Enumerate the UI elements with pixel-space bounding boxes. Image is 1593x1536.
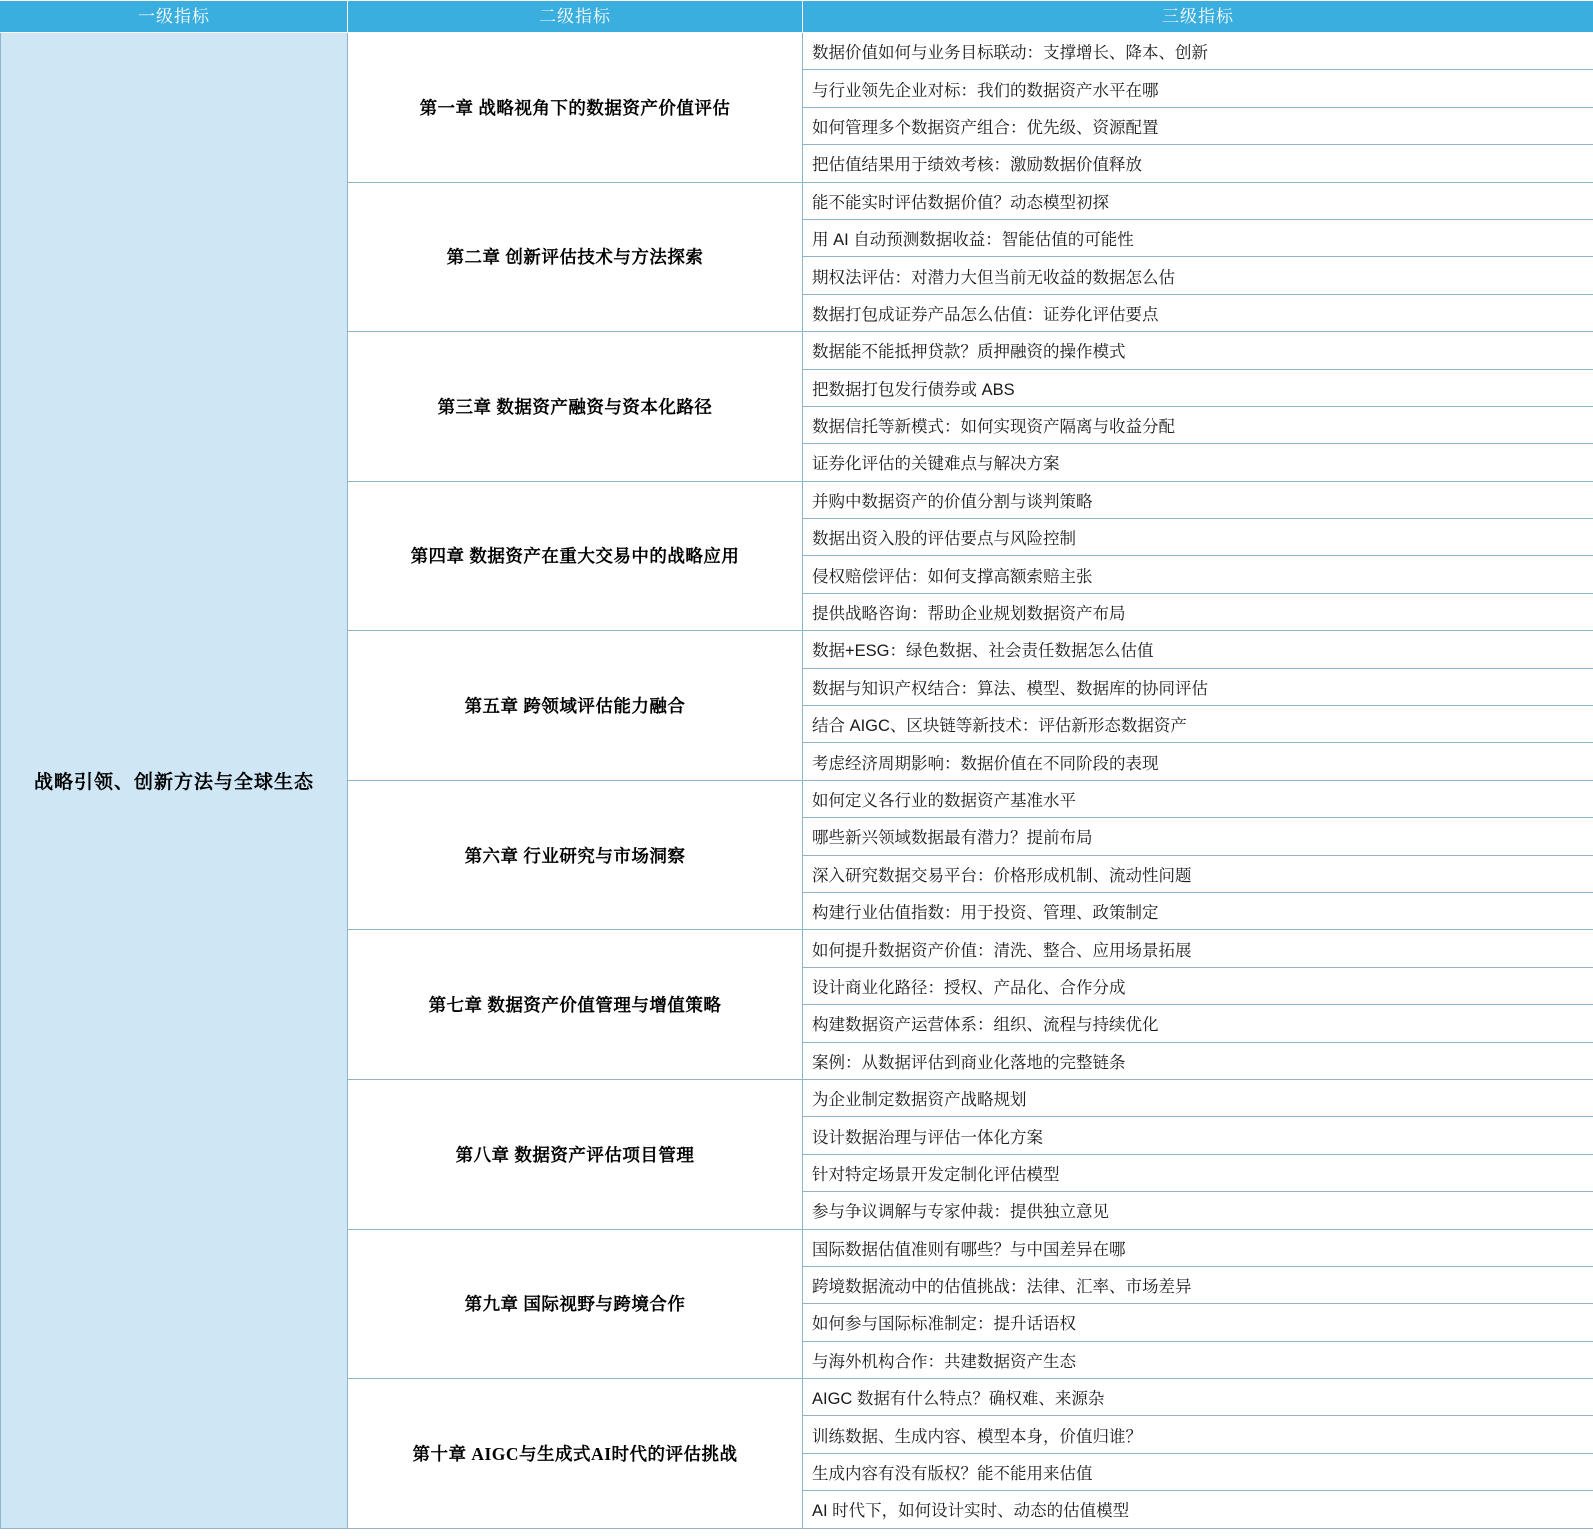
level2-cell: 第七章 数据资产价值管理与增值策略: [348, 930, 803, 1080]
level3-cell: 哪些新兴领域数据最有潜力？提前布局: [803, 818, 1593, 855]
level3-cell: 与海外机构合作：共建数据资产生态: [803, 1341, 1593, 1378]
level3-cell: 设计商业化路径：授权、产品化、合作分成: [803, 967, 1593, 1004]
table-row: [1, 33, 1593, 70]
level3-cell: 数据信托等新模式：如何实现资产隔离与收益分配: [803, 406, 1593, 443]
level3-cell: 数据价值如何与业务目标联动：支撑增长、降本、创新: [803, 33, 1593, 70]
level3-cell: AIGC 数据有什么特点？确权难、来源杂: [803, 1379, 1593, 1416]
header-level3: 三级指标: [803, 1, 1593, 33]
level2-cell: 第六章 行业研究与市场洞察: [348, 780, 803, 930]
level3-cell: 为企业制定数据资产战略规划: [803, 1079, 1593, 1116]
header-row: [1, 1, 1593, 33]
level3-cell: 如何定义各行业的数据资产基准水平: [803, 780, 1593, 817]
level3-cell: 如何参与国际标准制定：提升话语权: [803, 1304, 1593, 1341]
level3-cell: 数据出资入股的评估要点与风险控制: [803, 519, 1593, 556]
level2-cell: 第八章 数据资产评估项目管理: [348, 1079, 803, 1229]
level3-cell: 如何提升数据资产价值：清洗、整合、应用场景拓展: [803, 930, 1593, 967]
level3-cell: 训练数据、生成内容、模型本身，价值归谁？: [803, 1416, 1593, 1453]
level2-cell: 第五章 跨领域评估能力融合: [348, 631, 803, 781]
level3-cell: 提供战略咨询：帮助企业规划数据资产布局: [803, 593, 1593, 630]
level3-cell: 数据+ESG：绿色数据、社会责任数据怎么估值: [803, 631, 1593, 668]
level3-cell: 构建数据资产运营体系：组织、流程与持续优化: [803, 1005, 1593, 1042]
level3-cell: 期权法评估：对潜力大但当前无收益的数据怎么估: [803, 257, 1593, 294]
level3-cell: 并购中数据资产的价值分割与谈判策略: [803, 481, 1593, 518]
level2-cell: 第三章 数据资产融资与资本化路径: [348, 332, 803, 482]
level3-cell: 数据能不能抵押贷款？质押融资的操作模式: [803, 332, 1593, 369]
level3-cell: AI 时代下，如何设计实时、动态的估值模型: [803, 1491, 1593, 1528]
level3-cell: 把估值结果用于绩效考核：激励数据价值释放: [803, 145, 1593, 182]
level3-cell: 案例：从数据评估到商业化落地的完整链条: [803, 1042, 1593, 1079]
level3-cell: 跨境数据流动中的估值挑战：法律、汇率、市场差异: [803, 1266, 1593, 1303]
level2-cell: 第一章 战略视角下的数据资产价值评估: [348, 33, 803, 183]
level3-cell: 证券化评估的关键难点与解决方案: [803, 444, 1593, 481]
level2-cell: 第四章 数据资产在重大交易中的战略应用: [348, 481, 803, 631]
level3-cell: 构建行业估值指数：用于投资、管理、政策制定: [803, 892, 1593, 929]
level2-cell: 第九章 国际视野与跨境合作: [348, 1229, 803, 1379]
level3-cell: 数据打包成证券产品怎么估值：证券化评估要点: [803, 294, 1593, 331]
level3-cell: 数据与知识产权结合：算法、模型、数据库的协同评估: [803, 668, 1593, 705]
level2-cell: 第十章 AIGC与生成式AI时代的评估挑战: [348, 1379, 803, 1529]
level3-cell: 侵权赔偿评估：如何支撑高额索赔主张: [803, 556, 1593, 593]
level3-cell: 设计数据治理与评估一体化方案: [803, 1117, 1593, 1154]
level3-cell: 结合 AIGC、区块链等新技术：评估新形态数据资产: [803, 706, 1593, 743]
level3-cell: 生成内容有没有版权？能不能用来估值: [803, 1453, 1593, 1490]
level3-cell: 用 AI 自动预测数据收益：智能估值的可能性: [803, 219, 1593, 256]
level3-cell: 针对特定场景开发定制化评估模型: [803, 1154, 1593, 1191]
level3-cell: 把数据打包发行债券或 ABS: [803, 369, 1593, 406]
level3-cell: 如何管理多个数据资产组合：优先级、资源配置: [803, 107, 1593, 144]
level3-cell: 深入研究数据交易平台：价格形成机制、流动性问题: [803, 855, 1593, 892]
level3-cell: 能不能实时评估数据价值？动态模型初探: [803, 182, 1593, 219]
level3-cell: 国际数据估值准则有哪些？与中国差异在哪: [803, 1229, 1593, 1266]
level3-cell: 与行业领先企业对标：我们的数据资产水平在哪: [803, 70, 1593, 107]
table-body: [1, 33, 1593, 1529]
level3-cell: 参与争议调解与专家仲裁：提供独立意见: [803, 1192, 1593, 1229]
level2-cell: 第二章 创新评估技术与方法探索: [348, 182, 803, 332]
level3-cell: 考虑经济周期影响：数据价值在不同阶段的表现: [803, 743, 1593, 780]
header-level2: 二级指标: [348, 1, 803, 33]
level1-cell: 战略引领、创新方法与全球生态: [1, 33, 348, 1529]
header-level1: 一级指标: [1, 1, 348, 33]
table-header: [1, 1, 1593, 33]
